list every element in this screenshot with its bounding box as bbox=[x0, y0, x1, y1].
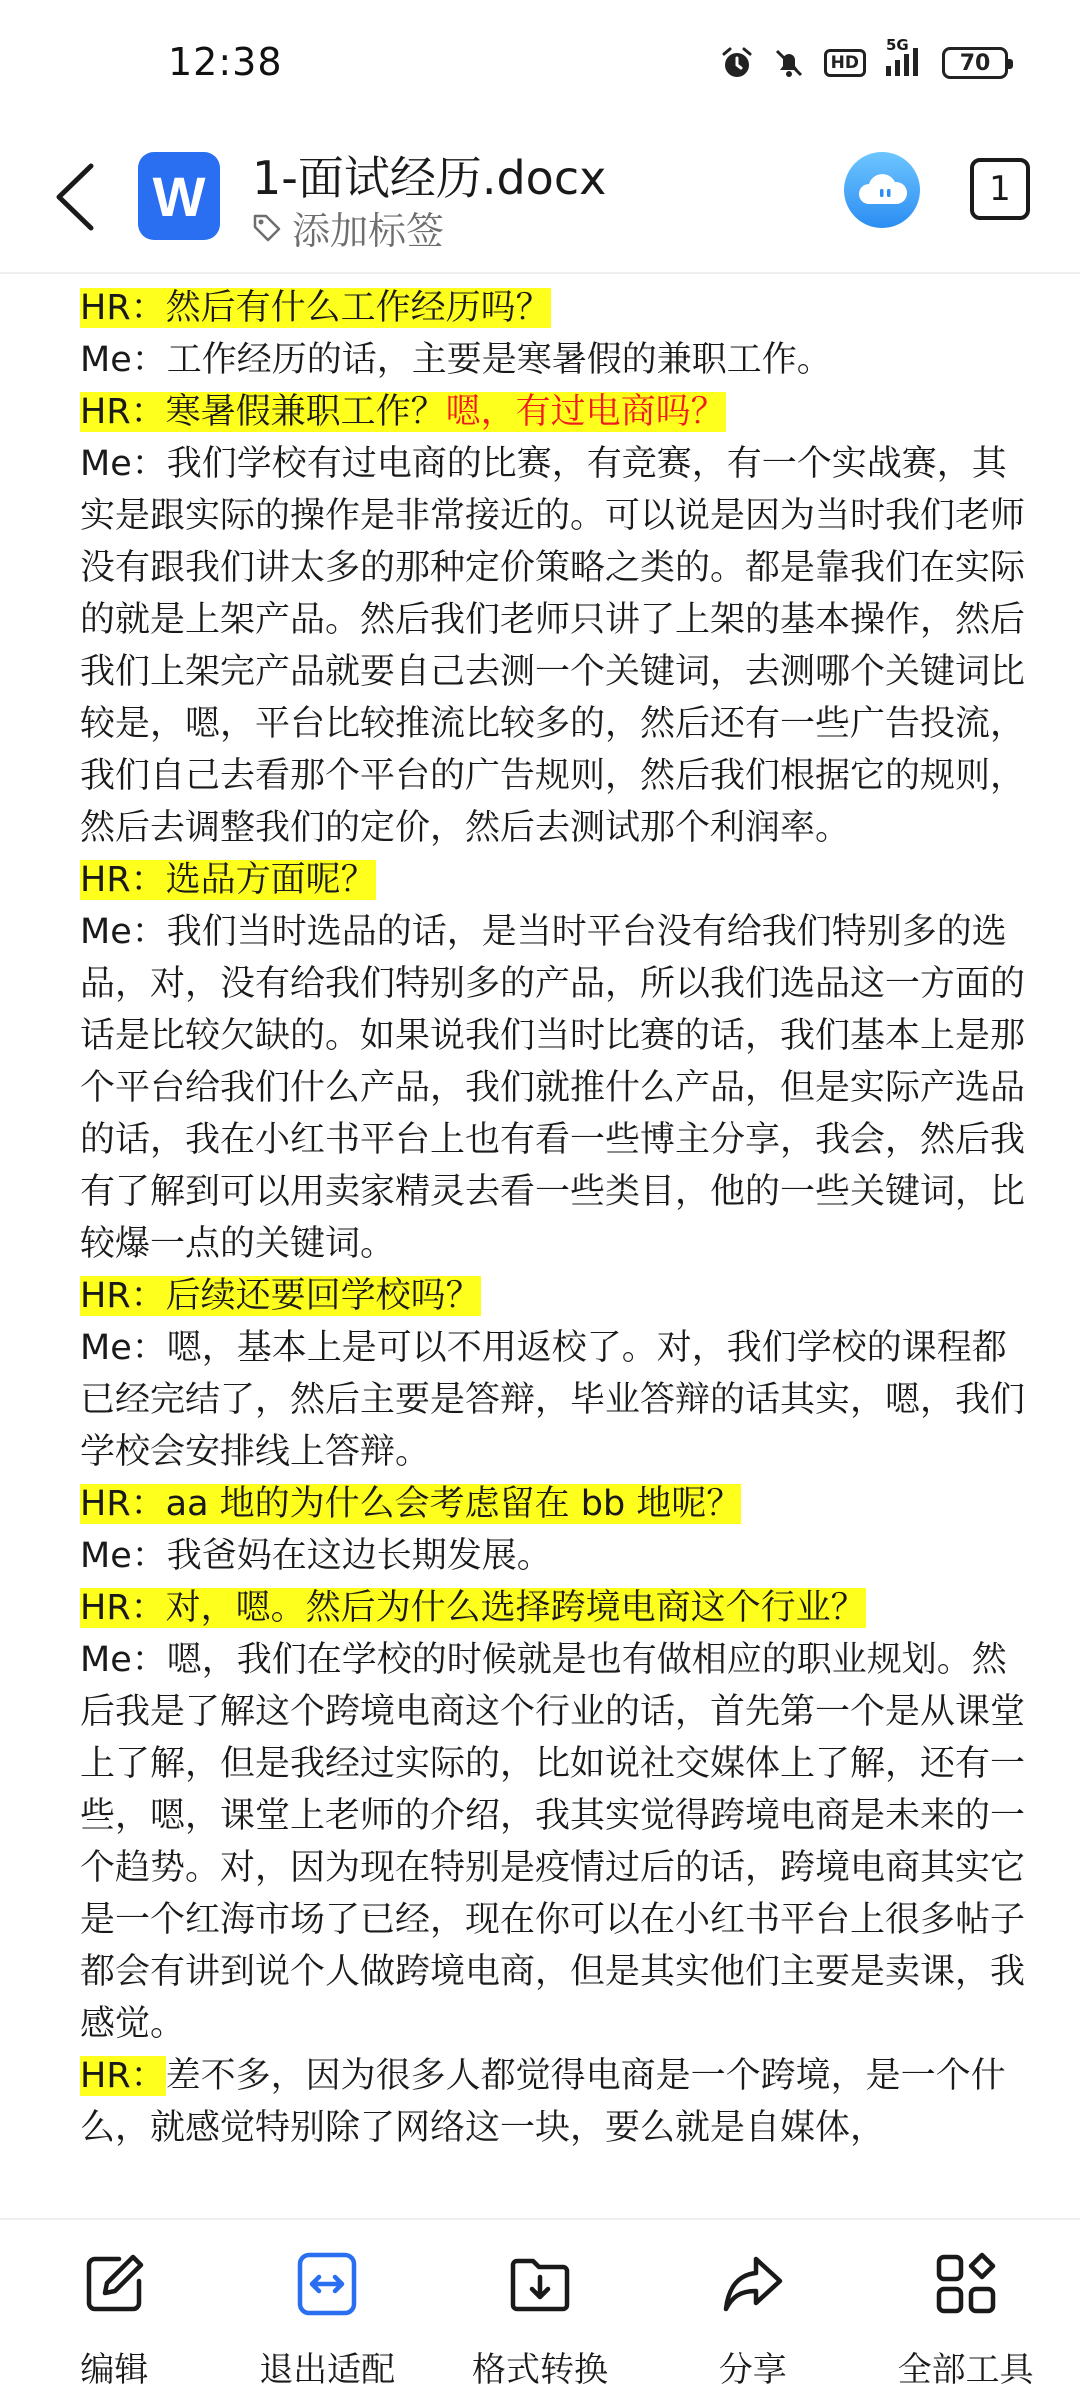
hd-badge: HD bbox=[824, 49, 866, 77]
exit-fit-button[interactable] bbox=[227, 2220, 427, 2391]
document-paragraph bbox=[80, 438, 1030, 854]
status-time: 12:38 bbox=[168, 40, 283, 84]
highlighted-text: HR：寒暑假兼职工作？ bbox=[80, 392, 446, 432]
share-button[interactable] bbox=[653, 2220, 853, 2391]
mute-icon bbox=[772, 46, 806, 80]
edit-icon bbox=[78, 2248, 150, 2320]
format-convert-button[interactable] bbox=[440, 2220, 640, 2391]
document-paragraph bbox=[80, 854, 1030, 906]
document-paragraph bbox=[80, 1582, 1030, 1634]
add-tag-label: 添加标签 bbox=[292, 209, 445, 253]
paragraph-text: Me：我们学校有过电商的比赛，有竞赛，有一个实战赛，其实是跟实际的操作是非常接近的。可以说是因为当时我们老师没有跟我们讲太多的那种定价策略之类的。都是靠我们在实际的就是上架产品。然后我们老师只讲了上架的基本操作，然后我们上架完产品就要自己去测一个关键词，去测哪个关键词比较是，嗯，平台比较推流比较多的，然后还有一些广告投流，我们自己去看那个平台的广告规则，然后我们根据它的规则，然后去调整我们的定价，然后去测试那个利润率。 bbox=[80, 444, 1026, 848]
document-paragraph bbox=[80, 386, 1030, 438]
highlighted-text: HR：后续还要回学校吗？ bbox=[80, 1276, 481, 1316]
document-paragraph bbox=[80, 2050, 1030, 2154]
signal-icon bbox=[884, 36, 924, 78]
share-icon bbox=[717, 2248, 789, 2320]
exit-fit-label: 退出适配 bbox=[259, 2350, 396, 2390]
document-body bbox=[80, 282, 1030, 2216]
highlighted-text: HR： bbox=[80, 2056, 166, 2096]
highlighted-text: 嗯，有过电商吗？ bbox=[445, 392, 726, 432]
network-type: 5G bbox=[886, 36, 909, 54]
document-paragraph bbox=[80, 334, 1030, 386]
edit-label: 编辑 bbox=[80, 2350, 149, 2390]
document-header bbox=[0, 128, 1080, 274]
edit-button[interactable] bbox=[14, 2220, 214, 2391]
document-paragraph bbox=[80, 1322, 1030, 1478]
battery-level: 70 bbox=[959, 50, 991, 76]
document-paragraph bbox=[80, 1478, 1030, 1530]
cloud-icon bbox=[855, 170, 909, 210]
document-paragraph bbox=[80, 1634, 1030, 2050]
highlighted-text: HR：选品方面呢？ bbox=[80, 860, 376, 900]
document-paragraph bbox=[80, 282, 1030, 334]
status-icons bbox=[720, 36, 1008, 80]
exit-fit-icon bbox=[291, 2248, 363, 2320]
highlighted-text: HR：aa 地的为什么会考虑留在 bb 地呢？ bbox=[80, 1484, 742, 1524]
paragraph-text: Me：我爸妈在这边长期发展。 bbox=[80, 1536, 552, 1576]
add-tag-button[interactable] bbox=[252, 200, 444, 255]
alarm-icon bbox=[720, 46, 754, 80]
word-doc-icon: W bbox=[138, 152, 220, 240]
paragraph-text: Me：嗯，我们在学校的时候就是也有做相应的职业规划。然后我是了解这个跨境电商这个行业的话，首先第一个是从课堂上了解，但是我经过实际的，比如说社交媒体上了解，还有一些，嗯，课堂上老师的介绍，我其实觉得跨境电商是未来的一个趋势。对，因为现在特别是疫情过后的话，跨境电商其实它是一个红海市场了已经，现在你可以在小红书平台上很多帖子都会有讲到说个人做跨境电商，但是其实他们主要是卖课，我感觉。 bbox=[80, 1640, 1026, 2044]
chevron-left-icon bbox=[51, 162, 97, 232]
tag-icon bbox=[252, 213, 282, 243]
paragraph-text: 差不多，因为很多人都觉得电商是一个跨境，是一个什么，就感觉特别除了网络这一块，要么就是自媒体， bbox=[80, 2056, 1006, 2148]
highlighted-text: HR：对，嗯。然后为什么选择跨境电商这个行业？ bbox=[80, 1588, 866, 1628]
page-count-button[interactable]: 1 bbox=[970, 158, 1030, 220]
paragraph-text: Me：工作经历的话，主要是寒暑假的兼职工作。 bbox=[80, 340, 832, 380]
battery-indicator bbox=[942, 47, 1008, 79]
cloud-sync-button[interactable] bbox=[844, 152, 920, 228]
back-button[interactable] bbox=[40, 152, 108, 242]
all-tools-button[interactable] bbox=[866, 2220, 1066, 2391]
document-paragraph bbox=[80, 1530, 1030, 1582]
all-tools-label: 全部工具 bbox=[897, 2350, 1034, 2390]
format-convert-icon bbox=[504, 2248, 576, 2320]
all-tools-icon bbox=[930, 2248, 1002, 2320]
document-paragraph bbox=[80, 906, 1030, 1270]
share-label: 分享 bbox=[718, 2350, 787, 2390]
bottom-toolbar bbox=[0, 2218, 1080, 2400]
document-paragraph bbox=[80, 1270, 1030, 1322]
format-convert-label: 格式转换 bbox=[471, 2350, 608, 2390]
document-title: 1-面试经历.docx bbox=[252, 151, 607, 205]
paragraph-text: Me：我们当时选品的话，是当时平台没有给我们特别多的选品，对，没有给我们特别多的产品，所以我们选品这一方面的话是比较欠缺的。如果说我们当时比赛的话，我们基本上是那个平台给我们什么产品，我们就推什么产品，但是实际产选品的话，我在小红书平台上也有看一些博主分享，我会，然后我有了解到可以用卖家精灵去看一些类目，他的一些关键词，比较爆一点的关键词。 bbox=[80, 912, 1026, 1264]
status-bar bbox=[0, 0, 1080, 128]
highlighted-text: HR：然后有什么工作经历吗？ bbox=[80, 288, 551, 328]
paragraph-text: Me：嗯，基本上是可以不用返校了。对，我们学校的课程都已经完结了，然后主要是答辩，毕业答辩的话其实，嗯，我们学校会安排线上答辩。 bbox=[80, 1328, 1026, 1472]
